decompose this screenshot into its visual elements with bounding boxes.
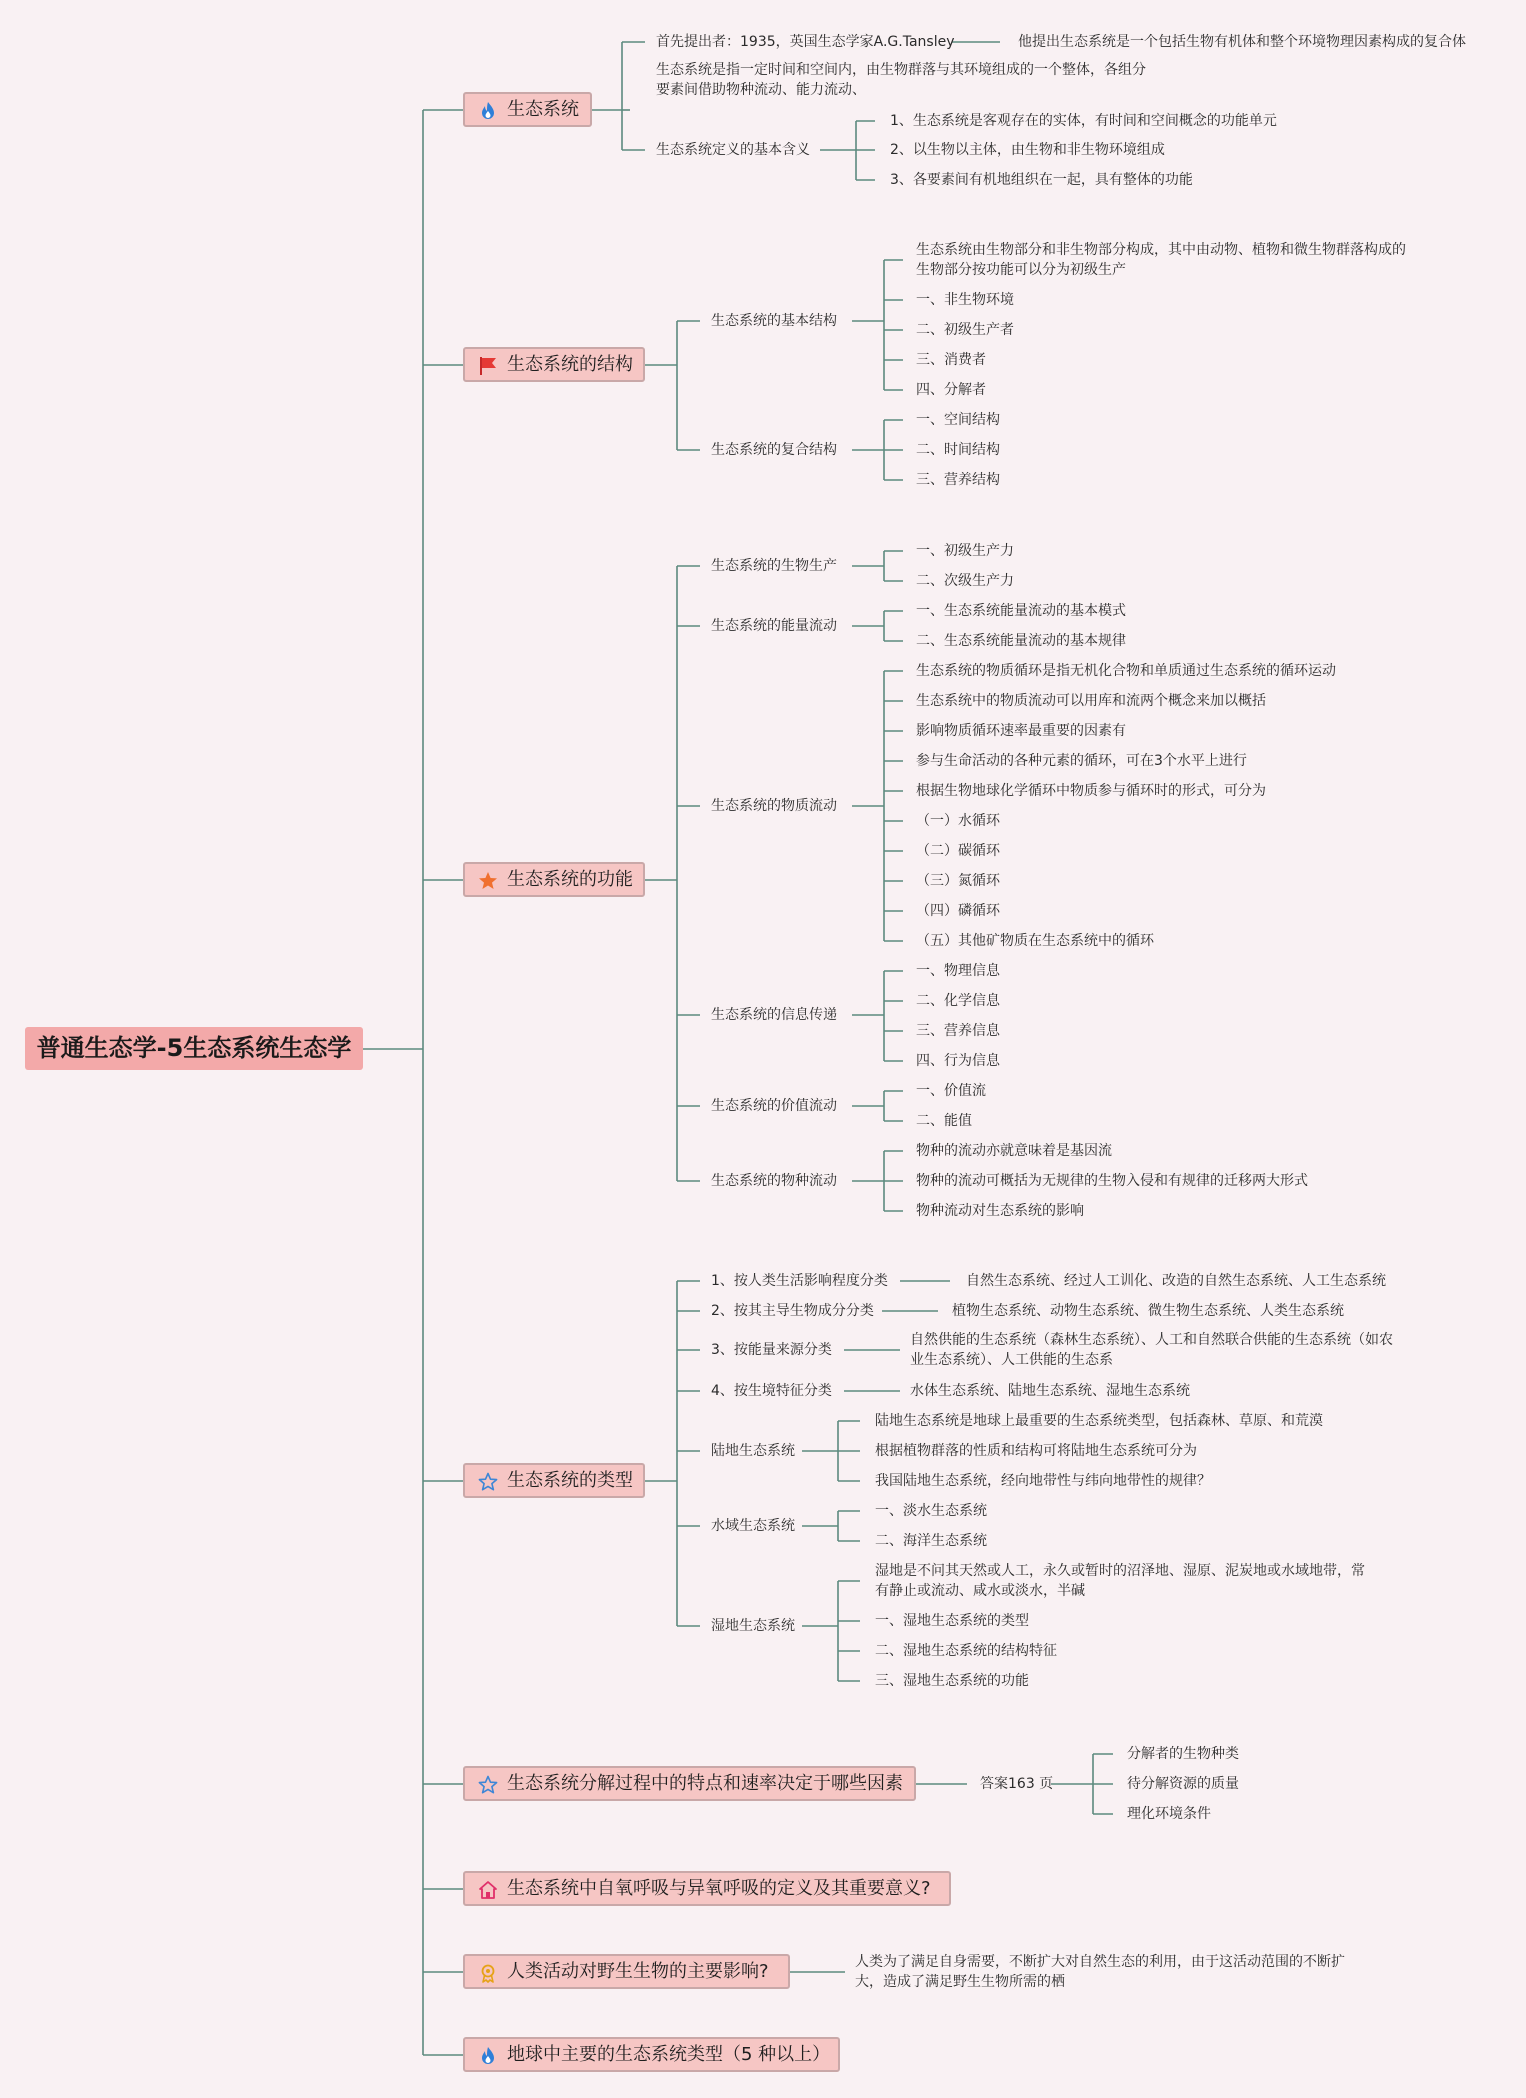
leaf: 一、生态系统能量流动的基本模式 bbox=[916, 603, 1126, 619]
group-label: 生态系统的生物生产 bbox=[711, 558, 837, 574]
definition-text: 生态系统是指一定时间和空间内，由生物群落与其环境组成的一个整体，各组分要素间借助物种流动、能力流动、 bbox=[656, 62, 1146, 98]
meaning-point: 2、以生物以主体，由生物和非生物环境组成 bbox=[890, 142, 1165, 158]
meaning-point: 3、各要素间有机地组织在一起，具有整体的功能 bbox=[890, 172, 1193, 188]
leaf: 一、价值流 bbox=[916, 1083, 986, 1099]
leaf: 二、能值 bbox=[916, 1113, 972, 1129]
leaf: 物种的流动可概括为无规律的生物入侵和有规律的迁移两大形式 bbox=[916, 1173, 1308, 1189]
leaf: 二、化学信息 bbox=[916, 993, 1000, 1009]
topic-label: 生态系统的结构 bbox=[507, 354, 633, 375]
topic-ecosystem-structure[interactable] bbox=[463, 347, 645, 382]
meaning-label: 生态系统定义的基本含义 bbox=[656, 142, 810, 158]
group-label: 3、按能量来源分类 bbox=[711, 1342, 832, 1358]
group-label: 4、按生境特征分类 bbox=[711, 1383, 832, 1399]
flame-icon bbox=[478, 101, 498, 121]
leaf: 二、湿地生态系统的结构特征 bbox=[875, 1643, 1057, 1659]
leaf: 三、营养结构 bbox=[916, 472, 1000, 488]
group-label: 湿地生态系统 bbox=[711, 1618, 795, 1634]
proposer-note: 他提出生态系统是一个包括生物有机体和整个环境物理因素构成的复合体 bbox=[1018, 34, 1466, 50]
topic-major-ecosystem-types[interactable] bbox=[463, 2037, 840, 2072]
leaf: 生态系统的物质循环是指无机化合物和单质通过生态系统的循环运动 bbox=[916, 663, 1336, 679]
leaf: 植物生态系统、动物生态系统、微生物生态系统、人类生态系统 bbox=[952, 1303, 1344, 1319]
leaf: 自然生态系统、经过人工训化、改造的自然生态系统、人工生态系统 bbox=[966, 1273, 1386, 1289]
leaf: 理化环境条件 bbox=[1127, 1806, 1211, 1822]
topic-label: 生态系统 bbox=[507, 99, 579, 120]
topic-ecosystem-function[interactable] bbox=[463, 862, 645, 897]
human-impact-note: 人类为了满足自身需要，不断扩大对自然生态的利用，由于这活动范围的不断扩大，造成了满足野生生物所需的栖 bbox=[855, 1954, 1345, 1990]
leaf: 自然供能的生态系统（森林生态系统）、人工和自然联合供能的生态系统（如农业生态系统）、人工供能的生态系 bbox=[910, 1332, 1393, 1368]
leaf: 二、初级生产者 bbox=[916, 322, 1014, 338]
topic-label: 生态系统分解过程中的特点和速率决定于哪些因素 bbox=[507, 1773, 903, 1794]
topic-label: 人类活动对野生生物的主要影响? bbox=[507, 1961, 769, 1982]
leaf: 生态系统中的物质流动可以用库和流两个概念来加以概括 bbox=[916, 693, 1266, 709]
meaning-point: 1、生态系统是客观存在的实体，有时间和空间概念的功能单元 bbox=[890, 113, 1277, 129]
leaf: （二）碳循环 bbox=[916, 843, 1000, 859]
group-label: 生态系统的复合结构 bbox=[711, 442, 837, 458]
leaf: 三、湿地生态系统的功能 bbox=[875, 1673, 1029, 1689]
leaf: 一、初级生产力 bbox=[916, 543, 1014, 559]
topic-label: 生态系统的功能 bbox=[507, 869, 633, 890]
group-label: 生态系统的物质流动 bbox=[711, 798, 837, 814]
group-label: 水域生态系统 bbox=[711, 1518, 795, 1534]
star-outline-icon bbox=[478, 1775, 498, 1795]
star-outline-icon bbox=[478, 1472, 498, 1492]
topic-label: 生态系统中自氧呼吸与异氧呼吸的定义及其重要意义? bbox=[507, 1878, 931, 1899]
leaf: 根据植物群落的性质和结构可将陆地生态系统可分为 bbox=[875, 1443, 1197, 1459]
leaf: 我国陆地生态系统，经向地带性与纬向地带性的规律？ bbox=[875, 1473, 1211, 1489]
topic-label: 地球中主要的生态系统类型（5 种以上） bbox=[507, 2044, 831, 2065]
flame-icon bbox=[478, 2046, 498, 2066]
leaf: 一、空间结构 bbox=[916, 412, 1000, 428]
medal-icon bbox=[478, 1963, 498, 1983]
answer-page-ref: 答案163 页 bbox=[980, 1776, 1054, 1792]
group-label: 生态系统的信息传递 bbox=[711, 1007, 837, 1023]
group-label: 2、按其主导生物成分分类 bbox=[711, 1303, 874, 1319]
leaf: 二、时间结构 bbox=[916, 442, 1000, 458]
leaf: （一）水循环 bbox=[916, 813, 1000, 829]
group-label: 生态系统的能量流动 bbox=[711, 618, 837, 634]
group-label: 生态系统的价值流动 bbox=[711, 1098, 837, 1114]
leaf: 二、生态系统能量流动的基本规律 bbox=[916, 633, 1126, 649]
leaf: 三、营养信息 bbox=[916, 1023, 1000, 1039]
leaf: 参与生命活动的各种元素的循环，可在3个水平上进行 bbox=[916, 753, 1247, 769]
leaf: 四、分解者 bbox=[916, 382, 986, 398]
house-icon bbox=[478, 1880, 498, 1900]
flag-icon bbox=[478, 356, 498, 376]
proposer-text: 首先提出者：1935，英国生态学家A.G.Tansley bbox=[656, 34, 955, 50]
leaf: 物种流动对生态系统的影响 bbox=[916, 1203, 1084, 1219]
leaf: 物种的流动亦就意味着是基因流 bbox=[916, 1143, 1112, 1159]
leaf: 分解者的生物种类 bbox=[1127, 1746, 1239, 1762]
root-topic[interactable]: 普通生态学-5生态系统生态学 bbox=[25, 1027, 363, 1070]
group-label: 生态系统的基本结构 bbox=[711, 313, 837, 329]
leaf: 四、行为信息 bbox=[916, 1053, 1000, 1069]
leaf: 水体生态系统、陆地生态系统、湿地生态系统 bbox=[910, 1383, 1190, 1399]
leaf: 一、非生物环境 bbox=[916, 292, 1014, 308]
topic-decomposition-factors[interactable] bbox=[463, 1766, 916, 1801]
leaf: 湿地是不问其天然或人工，永久或暂时的沼泽地、湿原、泥炭地或水域地带，常有静止或流动、咸水或淡水，半碱 bbox=[875, 1563, 1365, 1599]
leaf: （三）氮循环 bbox=[916, 873, 1000, 889]
leaf: （五）其他矿物质在生态系统中的循环 bbox=[916, 933, 1154, 949]
leaf: 影响物质循环速率最重要的因素有 bbox=[916, 723, 1126, 739]
leaf: 二、海洋生态系统 bbox=[875, 1533, 987, 1549]
topic-human-impact[interactable] bbox=[463, 1954, 790, 1989]
leaf: 一、淡水生态系统 bbox=[875, 1503, 987, 1519]
leaf: 生态系统由生物部分和非生物部分构成，其中由动物、植物和微生物群落构成的生物部分按功能可以分为初级生产 bbox=[916, 242, 1406, 278]
group-label: 生态系统的物种流动 bbox=[711, 1173, 837, 1189]
group-label: 1、按人类生活影响程度分类 bbox=[711, 1273, 888, 1289]
topic-label: 生态系统的类型 bbox=[507, 1470, 633, 1491]
topic-ecosystem[interactable] bbox=[463, 92, 592, 127]
leaf: 陆地生态系统是地球上最重要的生态系统类型，包括森林、草原、和荒漠 bbox=[875, 1413, 1323, 1429]
leaf: 一、湿地生态系统的类型 bbox=[875, 1613, 1029, 1629]
star-icon bbox=[478, 871, 498, 891]
topic-ecosystem-types[interactable] bbox=[463, 1463, 645, 1498]
leaf: （四）磷循环 bbox=[916, 903, 1000, 919]
leaf: 根据生物地球化学循环中物质参与循环时的形式，可分为 bbox=[916, 783, 1266, 799]
leaf: 二、次级生产力 bbox=[916, 573, 1014, 589]
leaf: 三、消费者 bbox=[916, 352, 986, 368]
topic-respiration[interactable] bbox=[463, 1871, 951, 1906]
group-label: 陆地生态系统 bbox=[711, 1443, 795, 1459]
leaf: 一、物理信息 bbox=[916, 963, 1000, 979]
leaf: 待分解资源的质量 bbox=[1127, 1776, 1239, 1792]
